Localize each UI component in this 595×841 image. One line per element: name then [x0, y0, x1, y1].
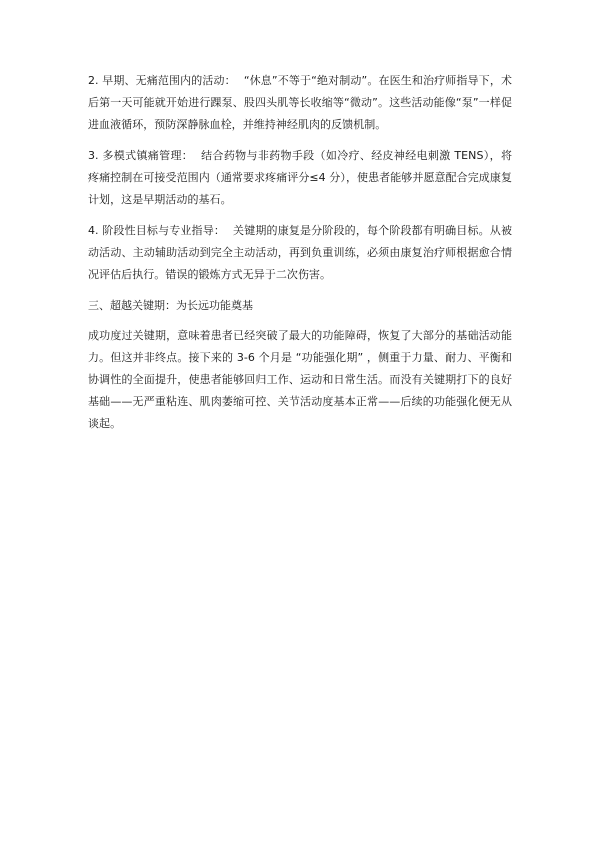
list-item-title: 3. 多模式镇痛管理：	[88, 149, 194, 162]
list-item-title: 2. 早期、无痛范围内的活动：	[88, 74, 236, 87]
list-item-body: 关键期的康复是分阶段的，每个阶段都有明确目标。从被动活动、主动辅助活动到完全主动活动，再到负重训练，必须由康复治疗师根据愈合情况评估后执行。错误的锻炼方式无异于二次伤害。	[88, 224, 512, 281]
document-page	[88, 70, 512, 444]
list-item-pain-management	[88, 145, 512, 211]
list-item-body: “休息”不等于“绝对制动”。在医生和治疗师指导下，术后第一天可能就开始进行踝泵、股四头肌等长收缩等“微动”。这些活动能像“泵”一样促进血液循环，预防深静脉血栓，并维持神经肌肉的反馈机制。	[88, 74, 512, 131]
section-body-paragraph: 成功度过关键期，意味着患者已经突破了最大的功能障碍，恢复了大部分的基础活动能力。但这并非终点。接下来的 3-6 个月是 “功能强化期” ，侧重于力量、耐力、平衡和协调性的全面提升，使患者能够回归工作、运动和日常生活。而没有关键期打下的良好基础——无严重粘连、肌肉萎缩可控、关节活动度基本正常——后续的功能强化便无从谈起。	[88, 329, 512, 430]
list-item-early-activity	[88, 70, 512, 136]
section-heading: 三、超越关键期：为长远功能奠基	[88, 299, 253, 312]
list-item-title: 4. 阶段性目标与专业指导：	[88, 224, 226, 237]
list-item-body: 结合药物与非药物手段（如冷疗、经皮神经电刺激 TENS），将疼痛控制在可接受范围内（通常要求疼痛评分≤4 分），使患者能够并愿意配合完成康复计划，这是早期活动的基石。	[88, 149, 513, 206]
list-item-staged-goals	[88, 220, 512, 286]
